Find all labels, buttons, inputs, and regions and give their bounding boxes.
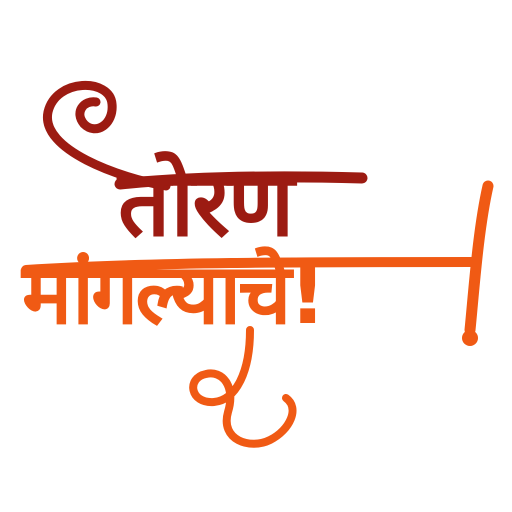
bottom-swirl-flourish	[193, 330, 292, 444]
title-line-2: मांगल्याचे!	[22, 245, 324, 343]
title-line-1: तोरण	[118, 150, 293, 257]
exclamation-dot	[462, 330, 478, 346]
exclamation-stroke	[470, 186, 488, 330]
